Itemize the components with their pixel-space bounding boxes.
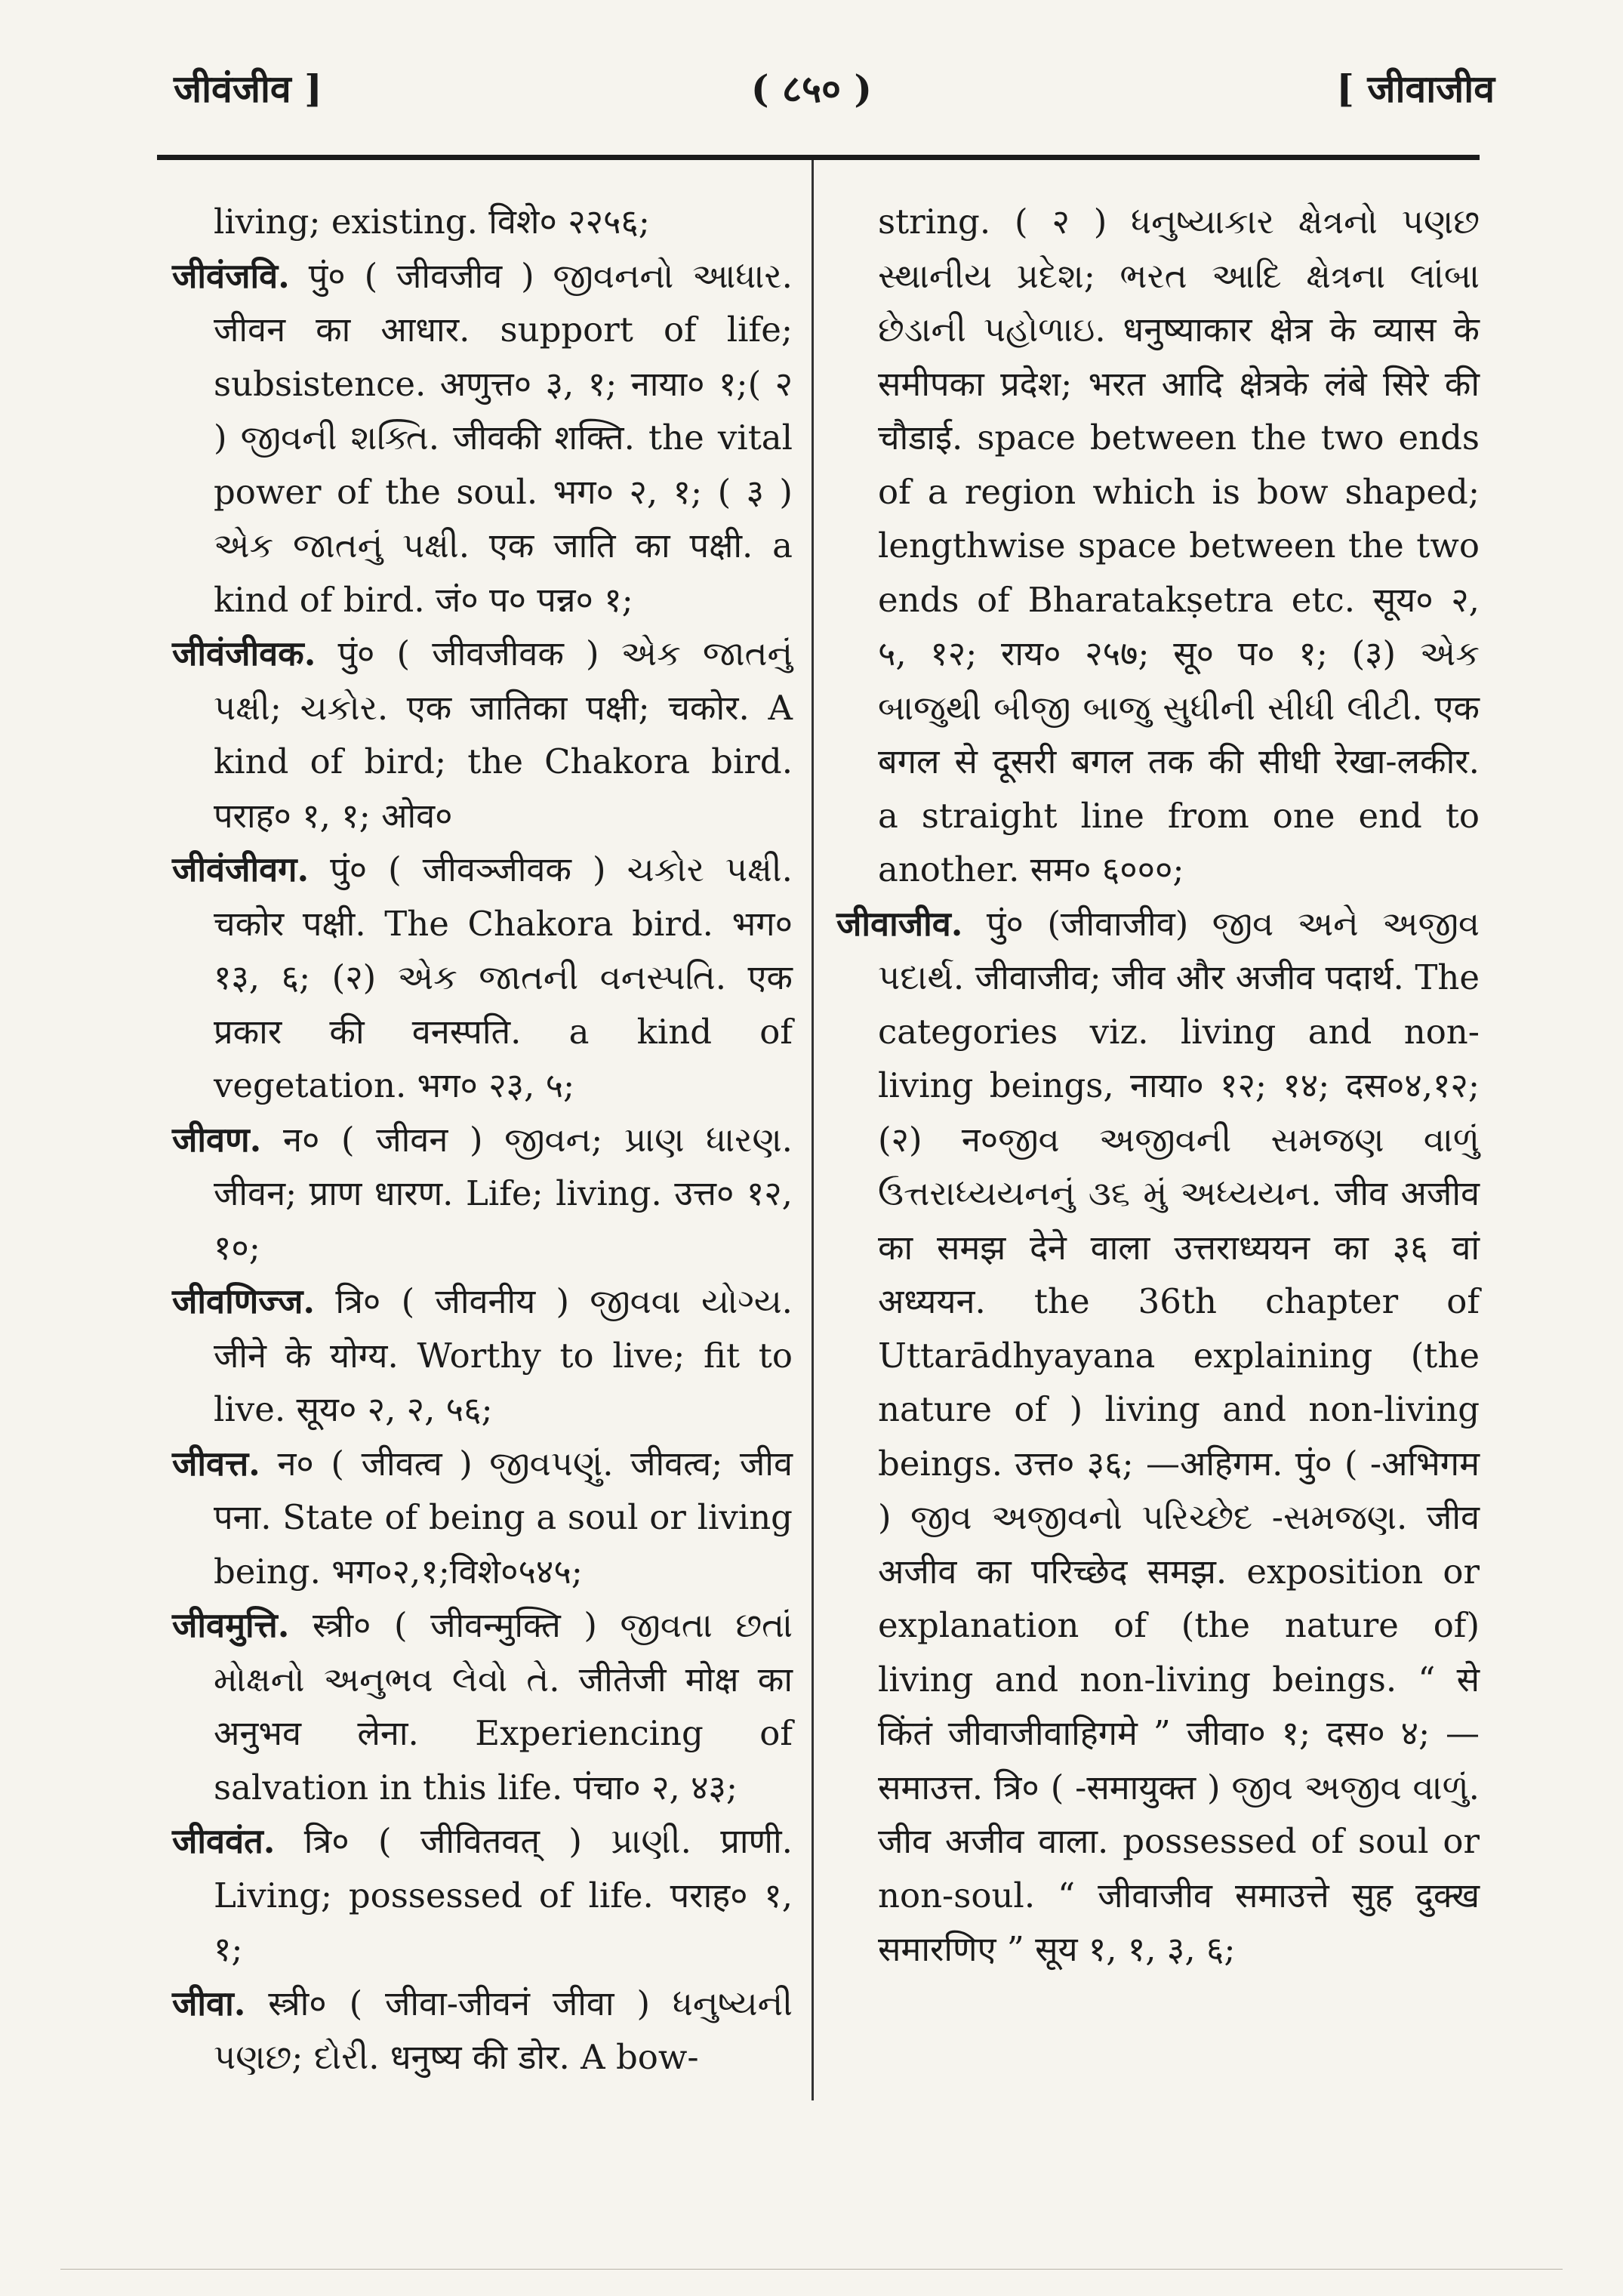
dictionary-entry bbox=[836, 897, 1480, 1977]
header-rule bbox=[157, 155, 1480, 160]
entry-definition: न० ( जीवन ) જીવન; પ્રાણ ધારણ. जीवन; प्राण धारण. Life; living. उत्त० १२, १०; bbox=[214, 1119, 793, 1268]
entry-headword: जीवंजीवक. bbox=[172, 633, 316, 673]
dictionary-entry bbox=[172, 627, 793, 843]
entry-text: string. ( २ ) ધનુષ્યાકાર ક્ષેત્રનો પણછ સ્થાનીય પ્રદેશ; ભરત આદિ ક્ષેત્રના લાંબા છેડાની પહોળાઇ. धनुष्याकार क्षेत्र के व्यास के समीपका प्रदेश; भरत आदि क्षेत्रके लंबे सिरे की चौडाई. space between the two ends of a region which is bow shaped; lengthwise space between the two ends of Bharatakṣetra etc. सूय० २, ५, १२; राय० २५७; सू० प० १; (३) એક બાજુથી બીજી બાજુ સુધીની સીધી લીટી. एक बगल से दूसरी बगल तक की सीधी रेखा-लकीर. a straight line from one end to another. सम० ६०००; bbox=[878, 202, 1480, 889]
left-column bbox=[172, 195, 793, 2085]
entry-definition: पुं० ( जीवञ्जीवक ) ચકોર પક્ષી. चकोर पक्षी. The Chakora bird. भग० १३, ६; (२) એક જાતની વનસ્પતિ. एक प्रकार की वनस्पति. a kind of vegetation. भग० २३, ५; bbox=[214, 849, 793, 1105]
entry-headword: जीवाजीव. bbox=[836, 903, 963, 944]
dictionary-entry bbox=[172, 1814, 793, 1977]
entry-definition: त्रि० ( जीवितवत् ) પ્રાણી. प्राणी. Living; possessed of life. पराह० १, १; bbox=[214, 1821, 793, 1969]
entry-definition: त्रि० ( जीवनीय ) જીવવા યોગ્ય. जीने के योग्य. Worthy to live; fit to live. सूय० २, २, ५६; bbox=[214, 1281, 793, 1429]
entry-definition: न० ( जीवत्व ) જીવપણું. जीवत्व; जीव पना. State of being a soul or living being. भग०२,१;विशे०५४५; bbox=[214, 1443, 793, 1592]
entry-headword: जीवा. bbox=[172, 1983, 246, 2023]
header-left-range: जीवंजीव ] bbox=[174, 66, 322, 111]
dictionary-entry bbox=[172, 1437, 793, 1599]
entry-headword: जीवंजवि. bbox=[172, 255, 290, 296]
dictionary-entry bbox=[172, 249, 793, 627]
entry-definition: पुं० ( जीवजीवक ) એક જાતનું પક્ષી; ચકોર. एक जातिका पक्षी; चकोर. A kind of bird; the Chakora bird. पराह० १, १; ओव० bbox=[214, 633, 793, 836]
dictionary-entry bbox=[172, 1977, 793, 2085]
entry-headword: जीवण. bbox=[172, 1119, 262, 1160]
dictionary-entry bbox=[172, 1274, 793, 1437]
dictionary-entry bbox=[172, 1113, 793, 1275]
column-divider bbox=[812, 160, 814, 2100]
entry-headword: जीवंजीवग. bbox=[172, 849, 310, 889]
entry-headword: जीववंत. bbox=[172, 1821, 276, 1861]
entry-text: living; existing. विशे० २२५६; bbox=[214, 202, 650, 242]
entry-headword: जीवत्त. bbox=[172, 1443, 260, 1484]
entry-continuation bbox=[172, 195, 793, 249]
header-right-range: [ जीवाजीव bbox=[1336, 66, 1495, 111]
entry-definition: पुं० (जीवाजीव) જીવ અને અજીવ પદાર્થ. जीवाजीव; जीव और अजीव पदार्थ. The categories viz. living and non-living beings, नाया० १२; १४; दस०४,१२; (२) न०જીવ અજીવની સમજણ વાળું ઉત્તરાધ્યયનનું ૩૬ મું અધ્યયન. जीव अजीव का समझ देने वाला उत्तराध्ययन का ३६ वां अध्ययन. the 36th chapter of Uttarādhyayana explaining (the nature of ) living and non-living beings. उत्त० ३६; —अहिगम. पुं० ( -अभिगम ) જીવ અજીવનો પરિચ્છેદ -સમજણ. जीव अजीव का परिच्छेद समझ. exposition or explanation of (the nature of) living and non-living beings. “ से किंतं जीवाजीवाहिगमे ” जीवा० १; दस० ४; —समाउत्त. त्रि० ( -समायुक्त ) જીવ અજીવ વાળું. जीव अजीव वाला. possessed of soul or non-soul. “ जीवाजीव समाउत्ते सुह दुक्ख समारणिए ” सूय १, १, ३, ६; bbox=[878, 903, 1480, 1969]
page-number: ( ८५० ) bbox=[750, 66, 873, 111]
entry-definition: पुं० ( जीवजीव ) જીવનનો આધાર. जीवन का आधार. support of life; subsistence. अणुत्त० ३, १; नाया० १;( २ ) જીવની શક્તિ. जीवकी शक्ति. the vital power of the soul. भग० २, १; ( ३ ) એક જાતનું પક્ષી. एक जाति का पक्षी. a kind of bird. जं० प० पन्न० १; bbox=[214, 255, 793, 620]
dictionary-entry bbox=[172, 1598, 793, 1814]
entry-continuation bbox=[836, 195, 1480, 897]
entry-definition: स्त्री० ( जीवन्मुक्ति ) જીવતા છતાં મોક્ષનો અનુભવ લેવો તે. जीतेजी मोक्ष का अनुभव लेना. Experiencing of salvation in this life. पंचा० २, ४३; bbox=[214, 1605, 793, 1808]
entry-headword: जीवमुत्ति. bbox=[172, 1605, 290, 1645]
dictionary-entry bbox=[172, 843, 793, 1113]
entry-definition: स्त्री० ( जीवा-जीवनं जीवा ) ધનુષ્યની પણછ; દોરી. धनुष्य की डोर. A bow- bbox=[214, 1983, 793, 2077]
page-bottom-edge bbox=[60, 2269, 1563, 2270]
entry-headword: जीवणिज्ज. bbox=[172, 1281, 316, 1321]
right-column bbox=[836, 195, 1480, 1977]
